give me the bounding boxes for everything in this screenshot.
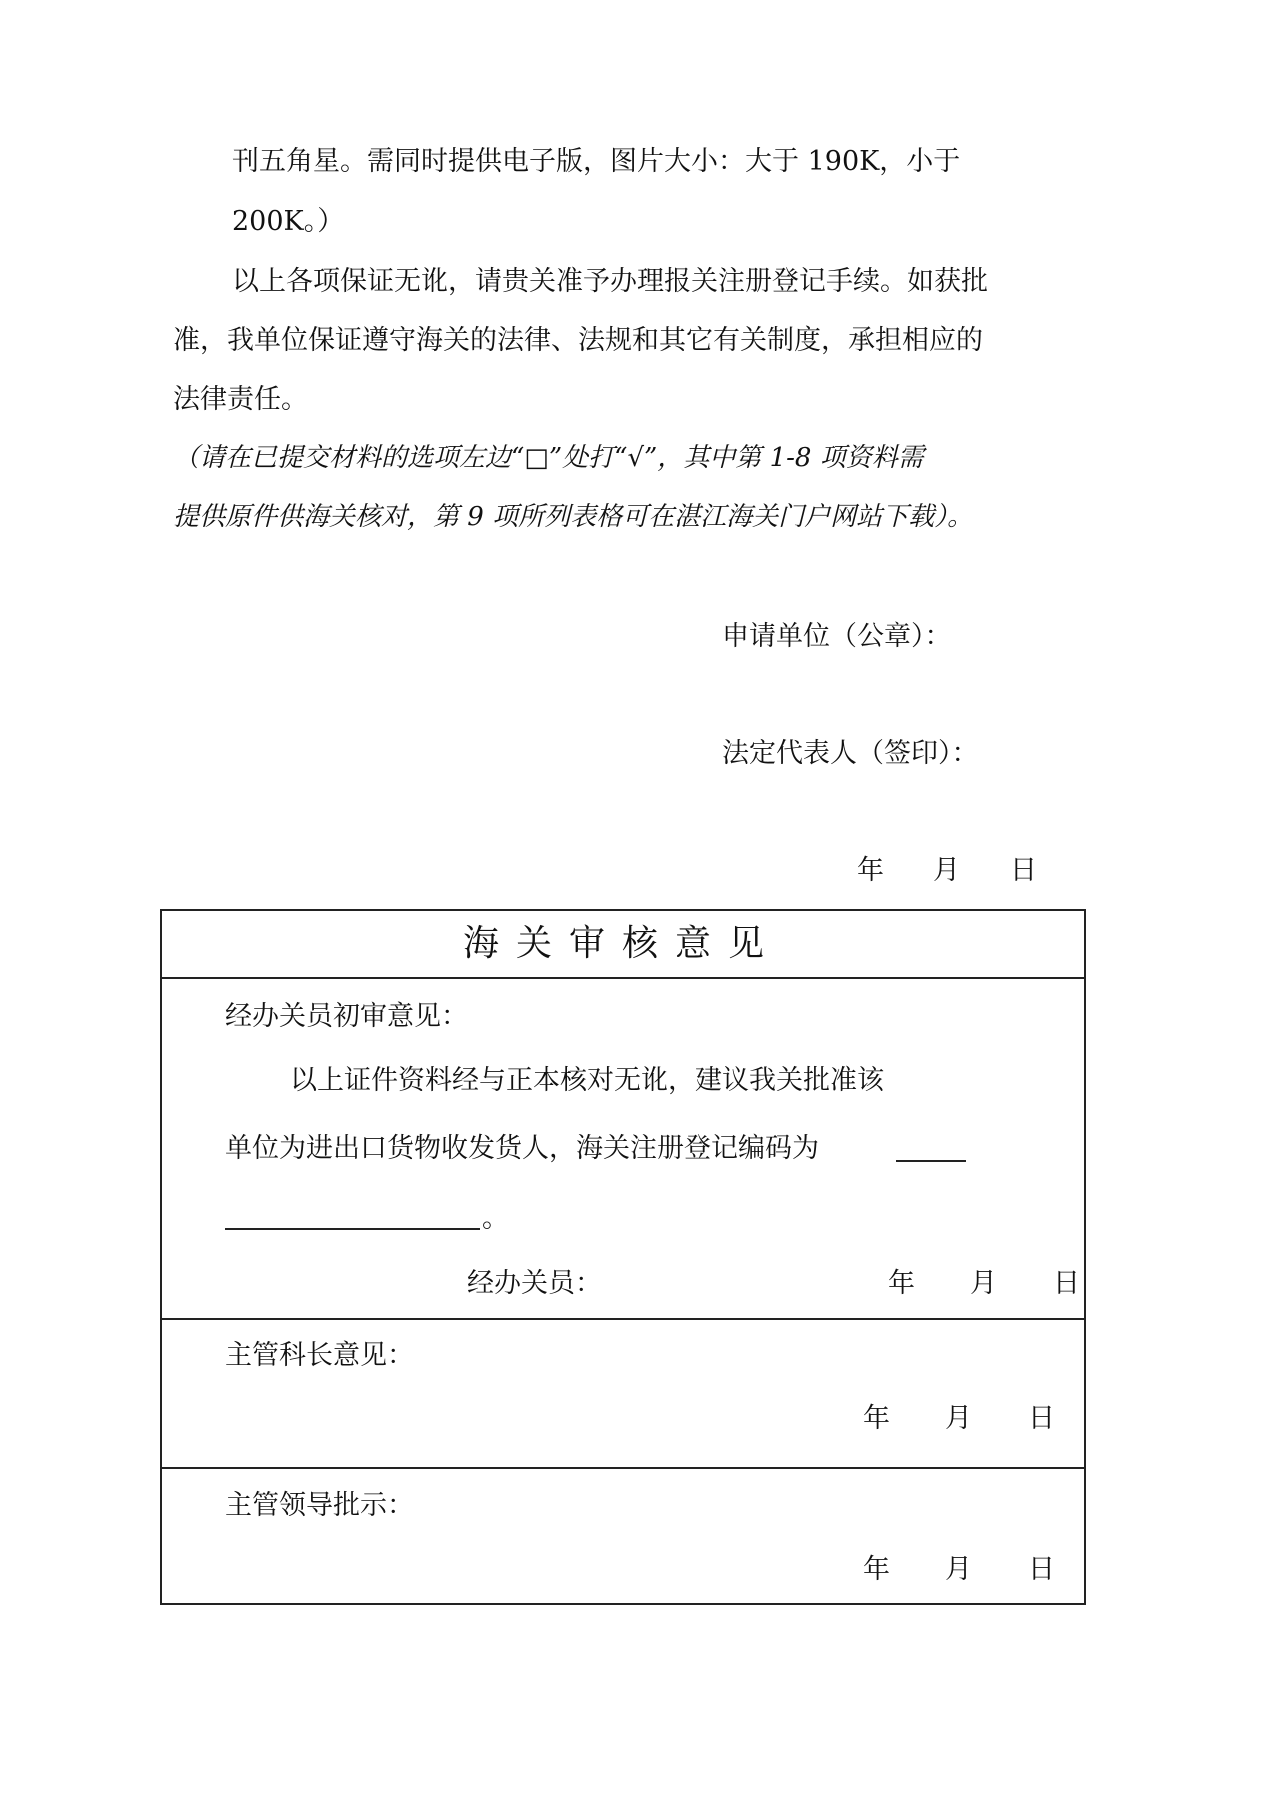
initial-review-body: 单位为进出口货物收发货人，海关注册登记编码为 [225,1133,819,1164]
date-month: 月 [945,1554,972,1585]
initial-review-heading: 经办关员初审意见： [225,1001,468,1032]
date-day: 日 [1053,1268,1080,1299]
leader-heading: 主管领导批示： [225,1490,414,1521]
paragraph-line: 准，我单位保证遵守海关的法律、法规和其它有关制度，承担相应的 [173,325,983,356]
paragraph-line: 刊五角星。需同时提供电子版，图片大小：大于 190K，小于 [232,146,961,177]
date-month: 月 [933,855,960,886]
paragraph-line: 以上各项保证无讹，请贵关准予办理报关注册登记手续。如获批 [232,266,988,297]
date-year: 年 [863,1403,890,1434]
registration-code-blank[interactable] [896,1160,966,1162]
officer-label: 经办关员： [467,1268,602,1299]
period: 。 [482,1203,509,1234]
applicant-seal-label: 申请单位（公章）： [722,621,952,652]
date-month: 月 [970,1268,997,1299]
section-chief-heading: 主管科长意见： [225,1340,414,1371]
date-year: 年 [857,855,884,886]
date-day: 日 [1028,1554,1055,1585]
date-day: 日 [1028,1403,1055,1434]
instruction-note: 提供原件供海关核对，第 9 项所列表格可在湛江海关门户网站下载）。 [173,502,974,532]
initial-review-body: 以上证件资料经与正本核对无讹，建议我关批准该 [290,1065,884,1096]
date-year: 年 [888,1268,915,1299]
date-day: 日 [1010,855,1037,886]
registration-code-blank-continued[interactable] [225,1228,480,1230]
paragraph-line: 200K。） [232,206,345,237]
paragraph-line: 法律责任。 [173,384,308,415]
legal-rep-signature-label: 法定代表人（签印）： [722,738,979,769]
review-table-title: 海关审核意见 [462,923,781,964]
instruction-note: （请在已提交材料的选项左边“□”处打“√”，其中第 1-8 项资料需 [173,443,924,473]
date-year: 年 [863,1554,890,1585]
date-month: 月 [945,1403,972,1434]
